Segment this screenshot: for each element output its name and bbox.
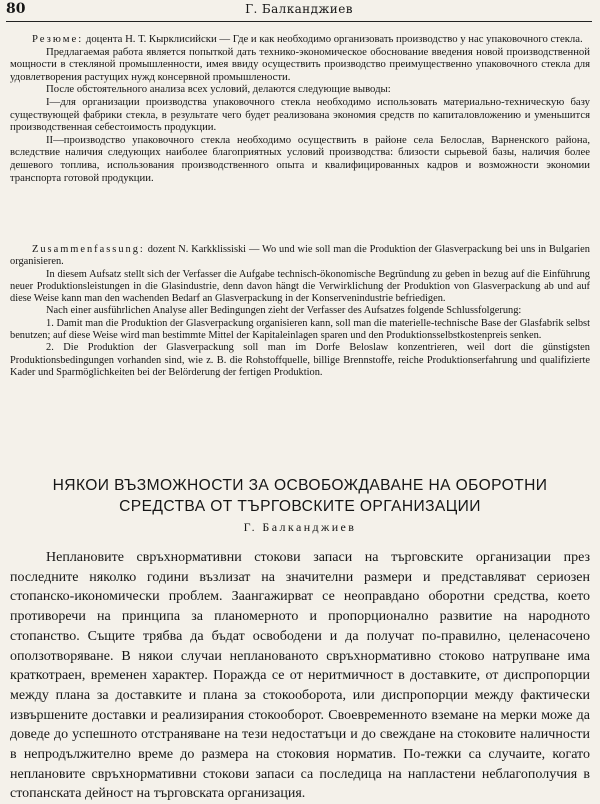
zusammenfassung-paragraph: 2. Die Produktion der Glasverpackung soll man im Dorfe Beloslaw konzentrieren, weil dort die günstigsten Produktionsbedingungen vorhanden sind, wie z. B. die Rohstoffquelle, billige Brennstoffe, reiche Produktionserfahrung und qualifizierte Kader und Sparmöglichkeiten bei der Belörderung der fertigen Produktion. (10, 342, 590, 378)
article-body (10, 548, 590, 804)
resume-paragraph: I—для организации производства упаковочного стекла необходимо использовать материально-техническую базу существующей фабрики стекла, в результате чего будет реализована экономия средств по капиталовложению и уменьшится производственная себестоимость продукции. (10, 95, 590, 134)
resume-paragraph: После обстоятельного анализа всех условий, делаются следующие выводы: (46, 83, 391, 96)
page-header (6, 0, 592, 22)
zusammenfassung-paragraph: In diesem Aufsatz stellt sich der Verfasser die Aufgabe technisch-ökonomische Begründung zu geben in bezug auf die Einführung neuer Produktionsleistungen in die Glasindustrie, denn davon hängt die Verwirklichung der Produktion von Glasverpackung ab und auf diese Weise kann man den wachenden Bedarf an Glasverpackung in der Konservenindustrie befriedigen. (10, 268, 590, 305)
resume-paragraph: II—производство упаковочного стекла необходимо осуществить в районе села Белослав, Варненского района, вследствие наличия следующих наиболее благоприятных условий производства: близости сырьевой базы, наличия более дешевого топлива, использования производственного опыта и квалифицированных кадров и возможности экономии транспорта готовой продукции. (10, 133, 590, 184)
zusammenfassung-section (10, 244, 590, 379)
zusammenfassung-paragraph: 1. Damit man die Produktion der Glasverpackung organisieren kann, soll man die materielle-technische Base der Glasfabrik selbst benutzen; auf diese Weise wird man bestimmte Mittel der Kapitaleinlagen sparen und den Produktionsselbstkostenpreis senken. (10, 317, 590, 342)
running-head: Г. Балканджиев (245, 2, 353, 16)
article-paragraph: Неплановите свръхнормативни стокови запаси на търговските организации през последните няколко години възлизат на значителни размери и представляват сериозен стопанско-икономически проблем. Заангажирват се неоправдано оборотни средства, което противоречи на принципа за планомерното и пропорционално развитие на народното стопанство. Същите трябва да бъдат освободени и да получат по-правилно, целенасочено оползотворяване. В някои случаи непланованото свръхнормативно стоково натрупване има краткотраен, временен характер. Поражда се от неритмичност в доставките, от диспропорции между плана за доставките и плана за стокооборота, или диспропорции между фактически извършените доставки и реализирания стокооборот. Своевременното вземане на мерки може да доведе до успешното отстраняване на тези недостатъци и до свеждане на стоковите наличности в непродължително време до размера на стоковия норматив. По-тежки са случаите, когато неплановите свръхнормативни стокови запаси са последица на напластени неблагополучия в стопанската дейност на търговската организация. (10, 550, 590, 802)
zusammenfassung-label: Zusammenfassung: (32, 244, 145, 255)
resume-label: Резюме: (32, 33, 84, 45)
zusammenfassung-paragraph: Nach einer ausführlichen Analyse aller Bedingungen zieht der Verfasser des Aufsatzes folgende Schlussfolgerung: (46, 305, 522, 317)
resume-paragraph: Резюме: доцента Н. Т. Кырклисийски — Где и как необходимо организовать производство у нас упаковочного стекла. (32, 33, 583, 45)
article-author: Г. Балканджиев (243, 520, 357, 534)
page-number: 80 (6, 1, 26, 17)
article-title: НЯКОИ ВЪЗМОЖНОСТИ ЗА ОСВОБОЖДАВАНЕ НА ОБОРОТНИ СРЕДСТВА ОТ ТЪРГОВСКИТЕ ОРГАНИЗАЦИИ (52, 477, 548, 515)
resume-section (10, 33, 590, 184)
resume-paragraph: Предлагаемая работа является попыткой дать технико-экономическое обоснование введения новой производственной мощности в стекляной промышленности, имея ввиду осуществить производство преимущественно упаковочного стекла для удовлетворения растущих нужд консервной промышлености. (10, 45, 590, 83)
zusammenfassung-paragraph: Zusammenfassung: dozent N. Karkklissiski — Wo und wie soll man die Produktion der Glasverpackung bei uns in Bulgarien organisieren. (10, 244, 590, 268)
